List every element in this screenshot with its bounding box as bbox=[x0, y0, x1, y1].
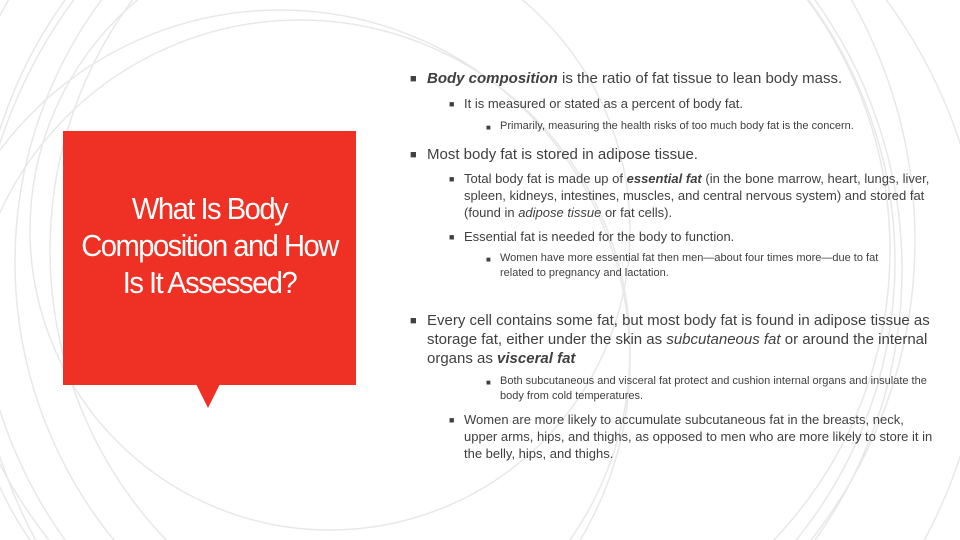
bullet-marker: ■ bbox=[449, 99, 455, 109]
bullet-marker: ■ bbox=[486, 255, 491, 264]
bullet-marker: ■ bbox=[486, 378, 491, 387]
bullet-marker: ■ bbox=[449, 174, 455, 184]
bullet-measured: ■ It is measured or stated as a percent of body fat. bbox=[449, 96, 743, 111]
bullet-women-subcutaneous: ■ Women are more likely to accumulate subcutaneous fat in the breasts, neck, upper arms, hips, and thighs, as opposed to men who are more likely to store it in the belly, hips, and thighs. bbox=[449, 412, 933, 461]
bullet-essential-needed: ■ Essential fat is needed for the body to function. bbox=[449, 229, 735, 244]
bullet-adipose: ■ Most body fat is stored in adipose tissue. bbox=[410, 146, 698, 163]
bullet-marker: ■ bbox=[410, 149, 417, 161]
bullet-marker: ■ bbox=[449, 232, 455, 242]
term-body-composition: Body composition bbox=[427, 70, 558, 87]
term-subcutaneous-fat: subcutaneous fat bbox=[666, 331, 781, 348]
bullet-marker: ■ bbox=[486, 123, 491, 132]
bullet-women-essential: ■ Women have more essential fat then men—about four times more—due to fat related to pregnancy and lactation. bbox=[486, 252, 879, 279]
bullet-marker: ■ bbox=[449, 415, 455, 425]
bullet-marker: ■ bbox=[410, 315, 417, 327]
term-essential-fat: essential fat bbox=[626, 171, 702, 186]
bullet-essential-fat: ■ Total body fat is made up of essential fat (in the bone marrow, heart, lungs, liver, spleen, kidneys, intestines, muscles, and central nervous system) and stored fat (found in adipose tissue or fat cells). bbox=[449, 171, 930, 220]
term-adipose-tissue: adipose tissue bbox=[518, 205, 602, 220]
bullet-protect-cushion: ■ Both subcutaneous and visceral fat protect and cushion internal organs and insulate the body from cold temperatures. bbox=[486, 375, 927, 402]
bullet-every-cell: ■ Every cell contains some fat, but most body fat is found in adipose tissue as storage fat, either under the skin as subcutaneous fat or around the internal organs as visceral fat bbox=[410, 312, 930, 367]
bullet-body-composition: ■ Body composition is the ratio of fat tissue to lean body mass. bbox=[410, 70, 843, 87]
bullet-marker: ■ bbox=[410, 73, 417, 85]
bullet-health-risks: ■ Primarily, measuring the health risks of too much body fat is the concern. bbox=[500, 119, 930, 134]
term-visceral-fat: visceral fat bbox=[497, 350, 576, 367]
slide-title: What Is Body Composition and How Is It Assessed? bbox=[81, 191, 338, 300]
